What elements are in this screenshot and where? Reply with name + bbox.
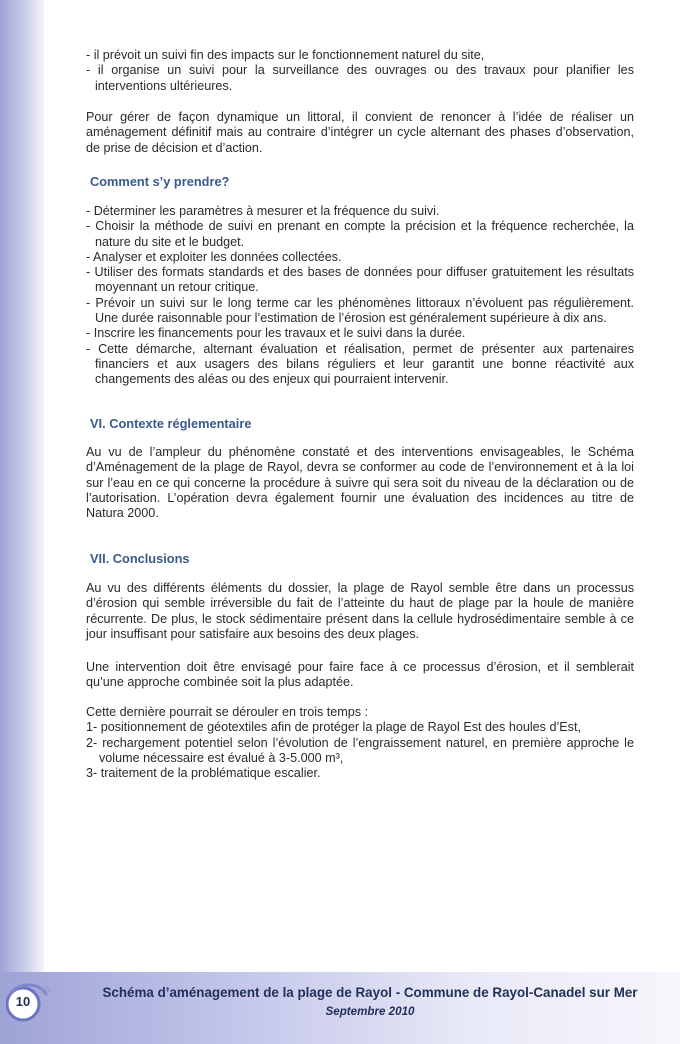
page-number-badge — [6, 980, 52, 1026]
page-number: 10 — [15, 994, 31, 1009]
section-vii-paragraph-1 — [86, 581, 634, 642]
paragraph: Une intervention doit être envisagé pour faire face à ce processus d’érosion, et il semblerait qu’une approche combinée soit la plus adaptée. — [86, 660, 634, 690]
paragraph: Au vu des différents éléments du dossier, la plage de Rayol semble être dans un processus d’érosion qui semble irréversible du fait de l’atteinte du haut de plage par la houle de manière récurrente. De plus, le stock sédimentaire présent dans la cellule hydrosédimentaire semble à ce jour insuffisant pour satisfaire aux besoins des deux plages. — [86, 581, 634, 641]
list-item: - Utiliser des formats standards et des bases de données pour diffuser gratuitement les résultats moyennant un retour critique. — [86, 265, 634, 295]
section-vii-paragraph-2 — [86, 660, 634, 691]
list-item: - Déterminer les paramètres à mesurer et la fréquence du suivi. — [86, 204, 440, 218]
intro-paragraph — [86, 110, 634, 156]
section-heading-vi: VI. Contexte réglementaire — [90, 416, 252, 431]
footer-title: Schéma d’aménagement de la plage de Rayol - Commune de Rayol-Canadel sur Mer — [102, 985, 638, 1000]
list-item: - Cette démarche, alternant évaluation et réalisation, permet de présenter aux partenaires financiers et aux usagers des bilans réguliers et leur garantit une bonne réactivité aux changements des aléas ou des enjeux qui pourraient intervenir. — [86, 341, 634, 387]
footer-date: Septembre 2010 — [325, 1005, 415, 1018]
steps-intro: Cette dernière pourrait se dérouler en trois temps : — [86, 705, 369, 719]
section-vi-paragraph — [86, 445, 634, 521]
list-item: - Inscrire les financements pour les travaux et le suivi dans la durée. — [86, 326, 466, 341]
how-list — [86, 204, 634, 388]
list-item: - Analyser et exploiter les données collectées. — [86, 249, 342, 264]
paragraph: Au vu de l’ampleur du phénomène constaté et des interventions envisageables, le Schéma d’Aménagement de la plage de Rayol, devra se conformer au code de l’environnement et à la loi sur l’eau en ce qui concerne la procédure à suivre qui sera soit du niveau de la déclaration ou de l’autorisation. L’opération devra également fournir une évaluation des incidences au titre de Natura 2000. — [86, 445, 634, 521]
list-item: 1- positionnement de géotextiles afin de protéger la plage de Rayol Est des houles d’Est, — [86, 720, 581, 735]
list-item: - Prévoir un suivi sur le long terme car les phénomènes littoraux n’évoluent pas régulièrement. Une durée raisonnable pour l’estimation de l’érosion est généralement supérieure à dix ans. — [86, 295, 634, 326]
list-item: - il organise un suivi pour la surveillance des ouvrages ou des travaux pour planifier les interventions ultérieures. — [86, 63, 634, 93]
list-item: 2- rechargement potentiel selon l’évolution de l’engraissement naturel, en première approche le volume nécessaire est évalué à 3-5.000 m³, — [86, 735, 634, 765]
list-item: - il prévoit un suivi fin des impacts sur le fonctionnement naturel du site, — [86, 48, 485, 62]
section-vii-steps — [86, 705, 634, 781]
section-heading-vii: VII. Conclusions — [90, 551, 190, 566]
paragraph: Pour gérer de façon dynamique un littoral, il convient de renoncer à l’idée de réaliser un aménagement définitif mais au contraire d’intégrer un cycle alternant des phases d’observation, de prise de décision et d’action. — [86, 110, 634, 155]
intro-list — [86, 48, 634, 94]
list-item: 3- traitement de la problématique escalier. — [86, 766, 321, 781]
section-heading-how: Comment s’y prendre? — [90, 174, 230, 189]
list-item: - Choisir la méthode de suivi en prenant en compte la précision et la fréquence recherchée, la nature du site et le budget. — [86, 219, 634, 249]
page-footer — [0, 972, 680, 1044]
